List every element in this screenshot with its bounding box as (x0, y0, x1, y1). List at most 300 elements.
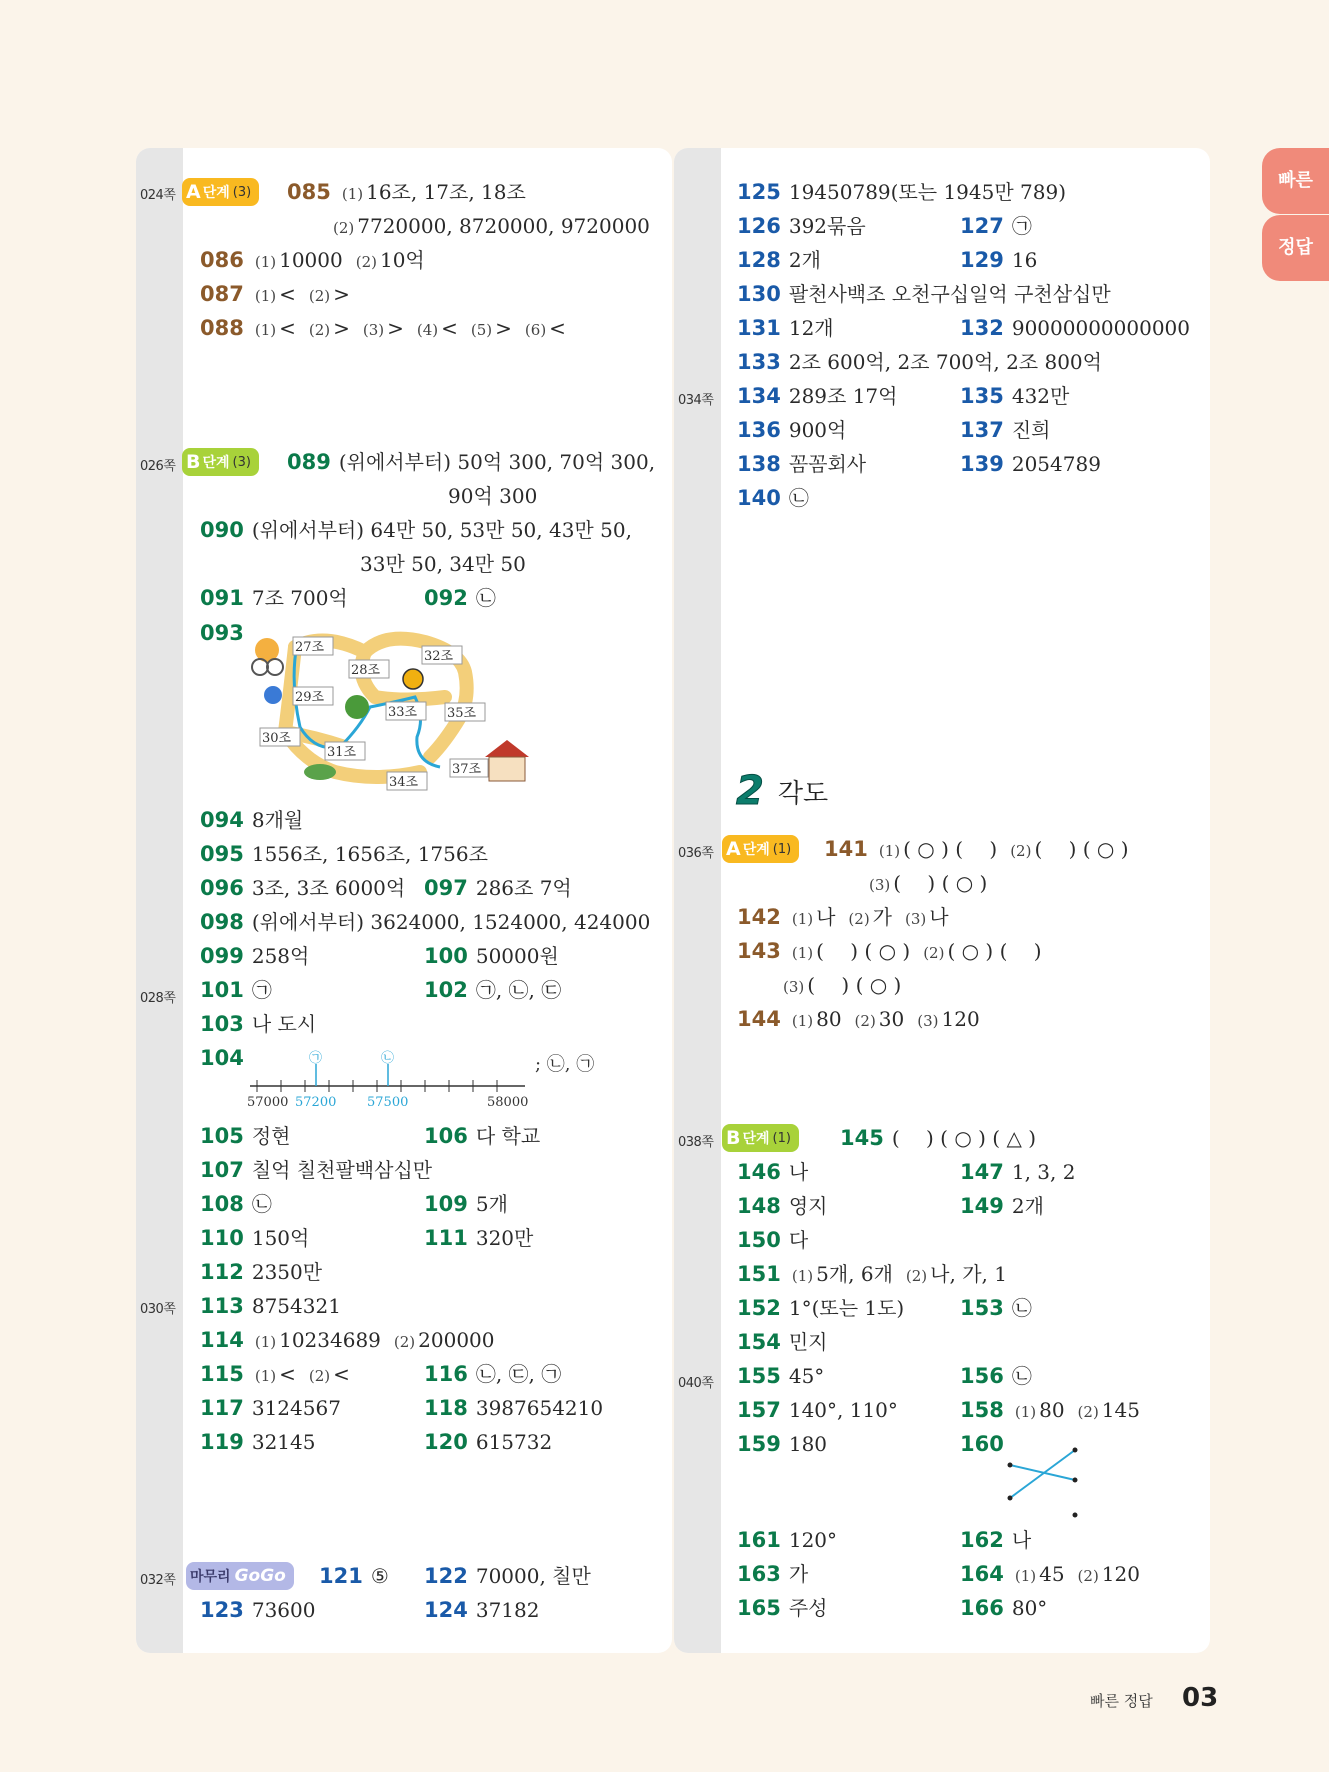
answer-text: 80 (1039, 1398, 1065, 1422)
answer-line (200, 584, 358, 612)
sub-question-label: (3) (917, 1012, 939, 1030)
answer-text: 2개 (1011, 1194, 1044, 1218)
answer-line (200, 1156, 442, 1184)
badge-text: 마무리 (190, 1569, 231, 1585)
question-number: 158 (960, 1398, 1004, 1422)
answer-text: < (279, 316, 296, 340)
answer-text: 80 (816, 1007, 842, 1031)
question-number: 121 (319, 1564, 363, 1588)
answer-text: 2054789 (1011, 452, 1101, 476)
side-tab-bottom[interactable] (1262, 215, 1329, 281)
answer-line (200, 1122, 300, 1150)
answer-text: 2개 (788, 248, 821, 272)
map-label: 27조 (295, 640, 325, 655)
question-number: 143 (737, 939, 781, 963)
answer-text: 2350만 (251, 1260, 323, 1284)
answer-line (424, 1428, 562, 1456)
answer-text: 615732 (475, 1430, 553, 1454)
answer-text: 16 (1011, 248, 1038, 272)
answer-line (737, 1362, 834, 1390)
answer-line (319, 1562, 399, 1590)
answer-line (424, 1394, 613, 1422)
question-number: 111 (424, 1226, 468, 1250)
question-number: 165 (737, 1596, 781, 1620)
answer-line (200, 1190, 282, 1218)
answer-line (960, 1594, 1057, 1622)
question-number: 146 (737, 1160, 781, 1184)
sub-question-label: (1) (254, 287, 277, 305)
answer-text: 꼼꼼회사 (788, 452, 867, 476)
page-ref: 032쪽 (140, 1573, 176, 1588)
sub-question-label: (2) (1077, 1567, 1099, 1585)
question-number: 110 (200, 1226, 244, 1250)
answer-text: 37182 (475, 1598, 540, 1622)
answer-line (424, 1224, 543, 1252)
answer-text: < (333, 1362, 350, 1386)
question-number: 127 (960, 214, 1004, 238)
answer-text: 70000, 칠만 (475, 1564, 591, 1588)
map-illustration (245, 622, 535, 792)
sub-question-label: (1) (254, 321, 277, 339)
answer-text: 나 (1011, 1528, 1032, 1552)
question-number: 132 (960, 316, 1004, 340)
answer-text: 3124567 (251, 1396, 341, 1420)
answer-text: 289조 17억 (788, 384, 898, 408)
answer-line (960, 1560, 1150, 1590)
question-number: 097 (424, 876, 468, 900)
sub-question-label: (2) (1010, 842, 1032, 860)
question-number: 101 (200, 978, 244, 1002)
answer-text: ㉠, ㉡, ㉢ (475, 978, 562, 1002)
question-number: 089 (287, 450, 331, 474)
answer-line (960, 1192, 1054, 1220)
sub-question-label: (3) (362, 321, 385, 339)
tick-label: 57500 (367, 1095, 409, 1110)
page-ref: 024쪽 (140, 188, 176, 203)
sub-question-label: (1) (1014, 1403, 1037, 1421)
question-number: 100 (424, 944, 468, 968)
answer-text: 주성 (788, 1596, 828, 1620)
map-label: 33조 (388, 705, 418, 720)
answer-text: 19450789(또는 1945만 789) (788, 180, 1066, 204)
answer-line (737, 1560, 818, 1588)
page-ref: 038쪽 (678, 1135, 714, 1150)
sub-question-label: (1) (791, 1012, 814, 1030)
sub-question-label: (2) (854, 1012, 876, 1030)
answer-text: (위에서부터) 64만 50, 53만 50, 43만 50, (251, 518, 632, 542)
answer-text: 1, 3, 2 (1011, 1160, 1076, 1184)
answer-text: 정현 (251, 1124, 291, 1148)
answer-line (424, 1360, 571, 1388)
footer-label: 빠른 정답 (1090, 1692, 1153, 1710)
question-number: 145 (840, 1126, 884, 1150)
answer-line (200, 874, 415, 902)
sub-question-label: (1) (1014, 1567, 1037, 1585)
badge-gogo: GoGo (234, 1566, 286, 1586)
answer-text: ( ○ ) ( ) (903, 837, 998, 861)
answer-text: > (333, 316, 350, 340)
question-number: 137 (960, 418, 1004, 442)
badge-text: 단계 (202, 455, 230, 471)
answer-line (200, 1010, 326, 1038)
chapter-number: 2 (736, 768, 764, 814)
answer-line (737, 1526, 847, 1554)
answer-line (737, 1158, 818, 1186)
question-number: 155 (737, 1364, 781, 1388)
level-badge-b (182, 448, 259, 476)
dot (1073, 1513, 1078, 1518)
answer-text: ( ) ( ○ ) ( △ ) (891, 1126, 1036, 1150)
sub-question-label: (1) (878, 842, 901, 860)
question-number: 114 (200, 1328, 244, 1352)
answer-text: 90억 300 (448, 484, 538, 508)
answer-line (737, 314, 844, 342)
answer-text: 3987654210 (475, 1396, 604, 1420)
question-number: 133 (737, 350, 781, 374)
question-number: 109 (424, 1192, 468, 1216)
sub-question-label: (1) (254, 1333, 277, 1351)
answer-line (737, 382, 907, 410)
question-number: 163 (737, 1562, 781, 1586)
answer-line (960, 246, 1047, 274)
matching-figure (1000, 1440, 1090, 1520)
question-number: 159 (737, 1432, 781, 1456)
answer-text: > (333, 282, 350, 306)
answer-text: 120 (941, 1007, 980, 1031)
question-number: 098 (200, 910, 244, 934)
question-number: 162 (960, 1528, 1004, 1552)
question-number: 149 (960, 1194, 1004, 1218)
answer-line (200, 246, 435, 276)
answer-text: 200000 (418, 1328, 495, 1352)
map-label: 34조 (389, 775, 419, 790)
map-label: 30조 (262, 731, 292, 746)
answer-line (424, 976, 571, 1004)
question-number: 087 (200, 282, 244, 306)
tick-label: 57200 (295, 1095, 337, 1110)
answer-text: ( ) ( ○ ) (816, 939, 911, 963)
answer-line (360, 550, 536, 578)
answer-text: < (279, 282, 296, 306)
answer-text: ⑤ (370, 1564, 389, 1588)
sub-question-label: (2) (308, 1367, 331, 1385)
answer-line (424, 1122, 550, 1150)
house-icon (489, 757, 525, 781)
sub-question-label: (2) (905, 1267, 928, 1285)
match-line (1010, 1465, 1075, 1480)
badge-letter: A (186, 181, 201, 203)
map-label: 35조 (447, 706, 477, 721)
question-number: 126 (737, 214, 781, 238)
map-label: 37조 (452, 762, 482, 777)
answer-text: 320만 (475, 1226, 534, 1250)
question-number: 094 (200, 808, 244, 832)
sub-question-label: (2) (848, 910, 870, 928)
sub-question-label: (3) (869, 876, 891, 894)
question-number: 129 (960, 248, 1004, 272)
dot (1073, 1448, 1078, 1453)
question-number: 150 (737, 1228, 781, 1252)
question-number: 147 (960, 1160, 1004, 1184)
sub-question-label: (2) (1077, 1403, 1099, 1421)
answer-line (424, 874, 582, 902)
question-number: 144 (737, 1007, 781, 1031)
answer-line (960, 1362, 1042, 1390)
sub-question-label: (3) (905, 910, 927, 928)
house-roof-icon (485, 740, 529, 757)
page-ref: 026쪽 (140, 459, 176, 474)
side-tab-top[interactable] (1262, 148, 1329, 214)
question-number: 153 (960, 1296, 1004, 1320)
answer-text: 900억 (788, 418, 847, 442)
sub-question-label: (2) (355, 253, 377, 271)
answer-line (200, 908, 660, 936)
answer-line (737, 450, 876, 478)
question-number: 116 (424, 1362, 468, 1386)
question-number: 130 (737, 282, 781, 306)
answer-text: 50000원 (475, 944, 559, 968)
answer-line (737, 937, 1052, 967)
answer-line (200, 1292, 351, 1320)
bike-sign-icon (264, 686, 282, 704)
question-number: 096 (200, 876, 244, 900)
answer-text: 120 (1101, 1562, 1140, 1586)
question-number: 125 (737, 180, 781, 204)
answer-text: 30 (878, 1007, 905, 1031)
question-number: 161 (737, 1528, 781, 1552)
badge-text: 단계 (742, 1131, 770, 1147)
answer-line (737, 484, 819, 512)
question-number: 124 (424, 1598, 468, 1622)
answer-line (737, 178, 1076, 206)
question-number: 086 (200, 248, 244, 272)
answer-text: 칠억 칠천팔백삼십만 (251, 1158, 433, 1182)
question-number: 141 (824, 837, 868, 861)
answer-text: 팔천사백조 오천구십일억 구천삼십만 (788, 282, 1111, 306)
answer-line (287, 178, 536, 208)
page-ref: 028쪽 (140, 991, 176, 1006)
question-number: 148 (737, 1194, 781, 1218)
badge-letter: B (726, 1127, 741, 1149)
answer-line (424, 1562, 601, 1590)
question-number: 095 (200, 842, 244, 866)
answer-line (960, 382, 1079, 410)
question-number: 117 (200, 1396, 244, 1420)
answer-text: 180 (788, 1432, 828, 1456)
answer-text: < (549, 316, 566, 340)
answer-line (200, 280, 360, 310)
question-number: 104 (200, 1046, 244, 1070)
question-number: 154 (737, 1330, 781, 1354)
answer-line (200, 1224, 319, 1252)
sub-question-label: (2) (333, 219, 355, 237)
answer-text: > (387, 316, 404, 340)
question-number: 152 (737, 1296, 781, 1320)
answer-line (960, 1294, 1042, 1322)
answer-text: < (279, 1362, 296, 1386)
answer-line (737, 246, 831, 274)
answer-line (737, 416, 856, 444)
answer-text: 12개 (788, 316, 834, 340)
level-badge-a (182, 178, 259, 206)
answer-line (200, 1596, 325, 1624)
answer-line (424, 584, 506, 612)
answer-text: 1°(또는 1도) (788, 1296, 905, 1320)
answer-text: 다 학교 (475, 1124, 541, 1148)
answer-line (960, 212, 1042, 240)
map-label: 28조 (351, 663, 381, 678)
bush-icon (304, 764, 336, 780)
answer-line (200, 976, 282, 1004)
question-number: 151 (737, 1262, 781, 1286)
answer-text: 8개월 (251, 808, 304, 832)
answer-line (737, 1005, 990, 1035)
answer-text: ㉡ (788, 486, 809, 510)
question-number: 156 (960, 1364, 1004, 1388)
answer-text: ㉡, ㉢, ㉠ (475, 1362, 562, 1386)
answer-text: 150억 (251, 1226, 310, 1250)
answer-text: ㉠ (251, 978, 272, 1002)
answer-text: ㉡ (475, 586, 496, 610)
question-number: 128 (737, 248, 781, 272)
answer-text: 392묶음 (788, 214, 866, 238)
answer-text: 진희 (1011, 418, 1051, 442)
question-number: 105 (200, 1124, 244, 1148)
answer-text: 5개, 6개 (816, 1262, 893, 1286)
side-tab-bottom-label: 정답 (1278, 237, 1313, 258)
answer-line (960, 416, 1060, 444)
question-number: 103 (200, 1012, 244, 1036)
badge-level: (3) (232, 184, 252, 200)
answer-line (737, 212, 876, 240)
answer-text: 140°, 110° (788, 1398, 898, 1422)
badge-text: 단계 (742, 842, 770, 858)
sub-question-label: (1) (791, 1267, 814, 1285)
answer-line (330, 212, 660, 242)
answer-text: 45 (1039, 1562, 1065, 1586)
match-line (1010, 1450, 1075, 1498)
badge-letter: B (186, 451, 201, 473)
question-number: 088 (200, 316, 244, 340)
sub-question-label: (4) (416, 321, 439, 339)
chapter-heading (736, 768, 828, 814)
wrapup-badge (186, 1562, 294, 1590)
answer-line (960, 450, 1111, 478)
answer-line (960, 314, 1200, 342)
mark-label: ㉡ (381, 1051, 395, 1066)
answer-text: 다 (788, 1228, 809, 1252)
side-tab-top-label: 빠른 (1278, 170, 1313, 191)
answer-text: 8754321 (251, 1294, 341, 1318)
answer-line (737, 1328, 837, 1356)
question-number: 142 (737, 905, 781, 929)
answer-text: 3조, 3조 6000억 (251, 876, 406, 900)
map-label: 31조 (327, 745, 357, 760)
bike-wheel-icon (252, 659, 268, 675)
signpost-icon (403, 669, 423, 689)
sub-question-label: (1) (341, 185, 364, 203)
answer-line (737, 348, 1112, 376)
answer-text: 나 (929, 905, 949, 929)
answer-text: 32145 (251, 1430, 316, 1454)
answer-text: ( ) ( ○ ) (893, 871, 988, 895)
answer-line (200, 1258, 332, 1286)
level-badge-a (722, 835, 799, 863)
answer-line (200, 840, 498, 868)
question-number: 157 (737, 1398, 781, 1422)
answer-text: ㉠ (1011, 214, 1032, 238)
sub-question-label: (1) (791, 910, 814, 928)
badge-level: (1) (772, 1130, 791, 1146)
answer-text: 7조 700억 (251, 586, 348, 610)
number-line (245, 1048, 615, 1110)
question-number: 123 (200, 1598, 244, 1622)
question-number: 122 (424, 1564, 468, 1588)
page-ref: 030쪽 (140, 1302, 176, 1317)
question-number: 160 (960, 1432, 1004, 1456)
page-ref: 036쪽 (678, 846, 714, 861)
answer-line (737, 1594, 837, 1622)
answer-line (737, 903, 959, 933)
question-number: 138 (737, 452, 781, 476)
question-number: 120 (424, 1430, 468, 1454)
question-number: 102 (424, 978, 468, 1002)
answer-text: < (441, 316, 458, 340)
sub-question-label: (2) (393, 1333, 416, 1351)
left-gutter (136, 148, 183, 1653)
question-number: 099 (200, 944, 244, 968)
answer-text: 가 (872, 905, 892, 929)
answer-text: 10000 (279, 248, 343, 272)
tick-label: 58000 (487, 1095, 529, 1110)
answer-text: 286조 7억 (475, 876, 572, 900)
answer-line (200, 806, 313, 834)
sub-question-label: (5) (470, 321, 493, 339)
answer-text: ㉡ (251, 1192, 272, 1216)
sub-question-label: (1) (791, 944, 814, 962)
answer-line (737, 1226, 818, 1254)
numberline-answer: ; ㉡, ㉠ (535, 1054, 595, 1075)
answer-text: 90000000000000 (1011, 316, 1190, 340)
answer-line (200, 1394, 351, 1422)
answer-line (737, 1192, 837, 1220)
badge-level: (3) (232, 454, 251, 470)
question-number: 091 (200, 586, 244, 610)
question-number: 118 (424, 1396, 468, 1420)
chapter-title: 각도 (777, 778, 829, 809)
question-number: 090 (200, 518, 244, 542)
answer-text: 10234689 (279, 1328, 381, 1352)
answer-text: 가 (788, 1562, 809, 1586)
dot (1008, 1463, 1013, 1468)
answer-text: 258억 (251, 944, 310, 968)
answer-line (737, 1294, 914, 1322)
answer-line (840, 1124, 1046, 1152)
answer-line (866, 869, 997, 899)
answer-line (200, 314, 576, 344)
level-badge-b (722, 1124, 799, 1152)
sub-question-label: (6) (524, 321, 547, 339)
question-number: 119 (200, 1430, 244, 1454)
answer-text: 145 (1101, 1398, 1140, 1422)
answer-line (737, 280, 1121, 308)
answer-text: 5개 (475, 1192, 508, 1216)
answer-line (737, 1260, 1017, 1290)
sub-question-label: (2) (308, 287, 331, 305)
answer-text: 80° (1011, 1596, 1048, 1620)
sub-question-label: (2) (308, 321, 331, 339)
answer-line (424, 1190, 518, 1218)
